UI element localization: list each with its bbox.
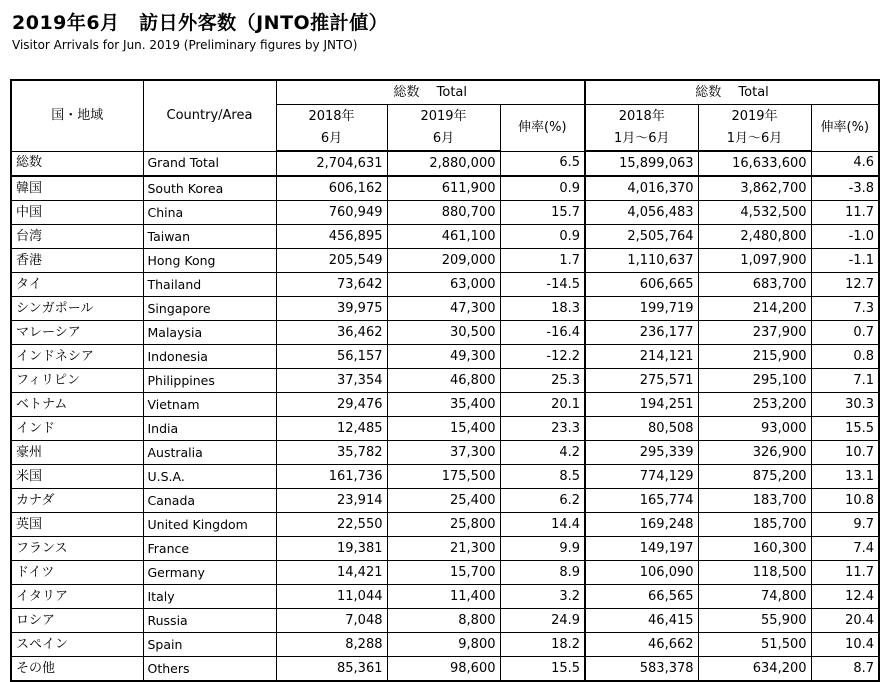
- june-2018: 29,476: [276, 393, 387, 417]
- ytd-2018: 106,090: [585, 561, 698, 585]
- country-jp: スペイン: [11, 633, 143, 657]
- june-growth: 1.7: [500, 249, 585, 273]
- ytd-2019: 1,097,900: [698, 249, 811, 273]
- ytd-2018: 165,774: [585, 489, 698, 513]
- country-jp: 米国: [11, 465, 143, 489]
- table-row: [11, 369, 879, 393]
- table-row: [11, 345, 879, 369]
- ytd-growth: 7.4: [811, 537, 879, 561]
- table-row: [11, 609, 879, 633]
- ytd-growth: 30.3: [811, 393, 879, 417]
- june-growth: 0.9: [500, 176, 585, 201]
- june-2018: 19,381: [276, 537, 387, 561]
- june-2019: 15,400: [387, 417, 500, 441]
- header-ytd-2018-year: 2018年: [585, 105, 698, 129]
- ytd-2018: 295,339: [585, 441, 698, 465]
- ytd-growth: 15.5: [811, 417, 879, 441]
- country-jp: インド: [11, 417, 143, 441]
- june-growth: 18.3: [500, 297, 585, 321]
- june-growth: 3.2: [500, 585, 585, 609]
- table-row: [11, 393, 879, 417]
- ytd-2019: 74,800: [698, 585, 811, 609]
- ytd-2018: 774,129: [585, 465, 698, 489]
- june-growth: -14.5: [500, 273, 585, 297]
- country-en: Spain: [143, 633, 276, 657]
- country-en: Russia: [143, 609, 276, 633]
- country-en: India: [143, 417, 276, 441]
- ytd-growth: 7.1: [811, 369, 879, 393]
- june-growth: 4.2: [500, 441, 585, 465]
- header-month-2019-year: 2019年: [387, 105, 500, 129]
- table-row: [11, 297, 879, 321]
- june-2019: 11,400: [387, 585, 500, 609]
- ytd-growth: 7.3: [811, 297, 879, 321]
- country-jp: カナダ: [11, 489, 143, 513]
- june-2019: 880,700: [387, 201, 500, 225]
- june-2018: 36,462: [276, 321, 387, 345]
- june-growth: 6.5: [500, 151, 585, 176]
- june-2019: 611,900: [387, 176, 500, 201]
- table-row: [11, 633, 879, 657]
- june-2018: 56,157: [276, 345, 387, 369]
- ytd-2019: 683,700: [698, 273, 811, 297]
- page-title: 2019年6月 訪日外客数（JNTO推計値）: [12, 12, 389, 34]
- ytd-growth: 20.4: [811, 609, 879, 633]
- june-2019: 63,000: [387, 273, 500, 297]
- june-2019: 35,400: [387, 393, 500, 417]
- ytd-2019: 4,532,500: [698, 201, 811, 225]
- june-2018: 2,704,631: [276, 151, 387, 176]
- country-jp: 韓国: [11, 176, 143, 201]
- table-row: [11, 537, 879, 561]
- ytd-2019: 185,700: [698, 513, 811, 537]
- june-2018: 14,421: [276, 561, 387, 585]
- table-row: [11, 151, 879, 176]
- ytd-2018: 194,251: [585, 393, 698, 417]
- ytd-2018: 149,197: [585, 537, 698, 561]
- ytd-2019: 2,480,800: [698, 225, 811, 249]
- country-jp: その他: [11, 657, 143, 682]
- june-2018: 205,549: [276, 249, 387, 273]
- country-jp: マレーシア: [11, 321, 143, 345]
- june-2019: 21,300: [387, 537, 500, 561]
- ytd-growth: -3.8: [811, 176, 879, 201]
- ytd-2019: 295,100: [698, 369, 811, 393]
- ytd-2018: 2,505,764: [585, 225, 698, 249]
- ytd-2019: 215,900: [698, 345, 811, 369]
- june-growth: 23.3: [500, 417, 585, 441]
- june-2018: 22,550: [276, 513, 387, 537]
- june-2018: 161,736: [276, 465, 387, 489]
- country-en: Thailand: [143, 273, 276, 297]
- june-2019: 209,000: [387, 249, 500, 273]
- table-row: [11, 321, 879, 345]
- june-2019: 25,400: [387, 489, 500, 513]
- country-jp: ドイツ: [11, 561, 143, 585]
- june-2019: 49,300: [387, 345, 500, 369]
- ytd-2018: 66,565: [585, 585, 698, 609]
- visitor-arrivals-table: [10, 79, 880, 682]
- june-growth: 6.2: [500, 489, 585, 513]
- ytd-2018: 15,899,063: [585, 151, 698, 176]
- june-2019: 25,800: [387, 513, 500, 537]
- june-2018: 39,975: [276, 297, 387, 321]
- june-2018: 760,949: [276, 201, 387, 225]
- june-2019: 15,700: [387, 561, 500, 585]
- june-growth: -12.2: [500, 345, 585, 369]
- header-ytd-growth: 伸率(%): [811, 105, 879, 152]
- country-jp: フィリピン: [11, 369, 143, 393]
- header-month-2018-period: 6月: [276, 128, 387, 151]
- header-ytd-2019-year: 2019年: [698, 105, 811, 129]
- country-en: Indonesia: [143, 345, 276, 369]
- june-2019: 9,800: [387, 633, 500, 657]
- ytd-2018: 4,056,483: [585, 201, 698, 225]
- header-month-2019-period: 6月: [387, 128, 500, 151]
- ytd-growth: 13.1: [811, 465, 879, 489]
- header-ytd-2019-period: 1月～6月: [698, 128, 811, 151]
- ytd-2019: 3,862,700: [698, 176, 811, 201]
- ytd-growth: 10.8: [811, 489, 879, 513]
- country-en: Others: [143, 657, 276, 682]
- ytd-growth: 10.7: [811, 441, 879, 465]
- country-jp: 中国: [11, 201, 143, 225]
- june-growth: 25.3: [500, 369, 585, 393]
- june-2018: 37,354: [276, 369, 387, 393]
- ytd-growth: -1.1: [811, 249, 879, 273]
- ytd-2019: 634,200: [698, 657, 811, 682]
- country-en: United Kingdom: [143, 513, 276, 537]
- june-2019: 8,800: [387, 609, 500, 633]
- ytd-2018: 275,571: [585, 369, 698, 393]
- ytd-growth: 0.7: [811, 321, 879, 345]
- table-row: [11, 561, 879, 585]
- ytd-growth: 0.8: [811, 345, 879, 369]
- table-row: [11, 465, 879, 489]
- table-row: [11, 273, 879, 297]
- country-jp: 豪州: [11, 441, 143, 465]
- ytd-2019: 51,500: [698, 633, 811, 657]
- ytd-2019: 875,200: [698, 465, 811, 489]
- ytd-2019: 160,300: [698, 537, 811, 561]
- june-growth: -16.4: [500, 321, 585, 345]
- country-jp: ベトナム: [11, 393, 143, 417]
- ytd-2019: 16,633,600: [698, 151, 811, 176]
- header-month-growth: 伸率(%): [500, 105, 585, 152]
- country-en: Vietnam: [143, 393, 276, 417]
- june-2018: 23,914: [276, 489, 387, 513]
- june-2018: 73,642: [276, 273, 387, 297]
- june-growth: 0.9: [500, 225, 585, 249]
- june-2018: 8,288: [276, 633, 387, 657]
- country-jp: インドネシア: [11, 345, 143, 369]
- header-country-jp: 国・地域: [11, 80, 143, 151]
- june-growth: 24.9: [500, 609, 585, 633]
- june-growth: 15.5: [500, 657, 585, 682]
- june-2019: 47,300: [387, 297, 500, 321]
- country-jp: 英国: [11, 513, 143, 537]
- country-en: Italy: [143, 585, 276, 609]
- page-subtitle: Visitor Arrivals for Jun. 2019 (Preliminary figures by JNTO): [12, 38, 358, 52]
- june-2018: 606,162: [276, 176, 387, 201]
- ytd-2019: 214,200: [698, 297, 811, 321]
- country-jp: 香港: [11, 249, 143, 273]
- country-en: U.S.A.: [143, 465, 276, 489]
- table-row: [11, 513, 879, 537]
- ytd-growth: 11.7: [811, 201, 879, 225]
- country-en: Hong Kong: [143, 249, 276, 273]
- ytd-2019: 183,700: [698, 489, 811, 513]
- header-ytd-group: 総数 Total: [585, 80, 879, 105]
- table-row: [11, 657, 879, 682]
- ytd-2018: 583,378: [585, 657, 698, 682]
- country-en: Grand Total: [143, 151, 276, 176]
- table-row: [11, 489, 879, 513]
- june-growth: 9.9: [500, 537, 585, 561]
- june-2018: 35,782: [276, 441, 387, 465]
- ytd-2018: 46,662: [585, 633, 698, 657]
- june-growth: 15.7: [500, 201, 585, 225]
- june-2019: 175,500: [387, 465, 500, 489]
- june-2018: 12,485: [276, 417, 387, 441]
- ytd-2018: 4,016,370: [585, 176, 698, 201]
- country-jp: 台湾: [11, 225, 143, 249]
- country-en: France: [143, 537, 276, 561]
- table-row: [11, 585, 879, 609]
- ytd-growth: 12.7: [811, 273, 879, 297]
- table-row: [11, 176, 879, 201]
- june-2018: 11,044: [276, 585, 387, 609]
- june-growth: 14.4: [500, 513, 585, 537]
- country-en: Taiwan: [143, 225, 276, 249]
- ytd-2019: 55,900: [698, 609, 811, 633]
- table-row: [11, 249, 879, 273]
- ytd-2019: 326,900: [698, 441, 811, 465]
- june-growth: 8.9: [500, 561, 585, 585]
- country-en: Germany: [143, 561, 276, 585]
- country-en: Australia: [143, 441, 276, 465]
- table-row: [11, 201, 879, 225]
- country-jp: シンガポール: [11, 297, 143, 321]
- ytd-2018: 80,508: [585, 417, 698, 441]
- country-en: Canada: [143, 489, 276, 513]
- ytd-2019: 118,500: [698, 561, 811, 585]
- june-2018: 85,361: [276, 657, 387, 682]
- country-en: Malaysia: [143, 321, 276, 345]
- june-2018: 456,895: [276, 225, 387, 249]
- country-en: Philippines: [143, 369, 276, 393]
- header-monthly-group: 総数 Total: [276, 80, 585, 105]
- country-jp: タイ: [11, 273, 143, 297]
- ytd-2018: 169,248: [585, 513, 698, 537]
- june-2018: 7,048: [276, 609, 387, 633]
- header-country-en: Country/Area: [143, 80, 276, 151]
- ytd-2019: 253,200: [698, 393, 811, 417]
- country-jp: イタリア: [11, 585, 143, 609]
- june-2019: 461,100: [387, 225, 500, 249]
- june-2019: 2,880,000: [387, 151, 500, 176]
- table-row: [11, 225, 879, 249]
- june-2019: 30,500: [387, 321, 500, 345]
- ytd-growth: 9.7: [811, 513, 879, 537]
- ytd-growth: 10.4: [811, 633, 879, 657]
- june-2019: 37,300: [387, 441, 500, 465]
- june-2019: 46,800: [387, 369, 500, 393]
- ytd-growth: 4.6: [811, 151, 879, 176]
- header-ytd-2018-period: 1月～6月: [585, 128, 698, 151]
- ytd-growth: -1.0: [811, 225, 879, 249]
- header-month-2018-year: 2018年: [276, 105, 387, 129]
- june-growth: 20.1: [500, 393, 585, 417]
- country-en: Singapore: [143, 297, 276, 321]
- table-row: [11, 417, 879, 441]
- country-jp: ロシア: [11, 609, 143, 633]
- ytd-2018: 199,719: [585, 297, 698, 321]
- june-growth: 18.2: [500, 633, 585, 657]
- ytd-2018: 1,110,637: [585, 249, 698, 273]
- country-jp: 総数: [11, 151, 143, 176]
- ytd-2019: 237,900: [698, 321, 811, 345]
- ytd-growth: 8.7: [811, 657, 879, 682]
- ytd-2018: 214,121: [585, 345, 698, 369]
- ytd-growth: 12.4: [811, 585, 879, 609]
- ytd-2019: 93,000: [698, 417, 811, 441]
- ytd-2018: 606,665: [585, 273, 698, 297]
- country-jp: フランス: [11, 537, 143, 561]
- ytd-2018: 46,415: [585, 609, 698, 633]
- table-row: [11, 441, 879, 465]
- country-en: South Korea: [143, 176, 276, 201]
- june-growth: 8.5: [500, 465, 585, 489]
- ytd-2018: 236,177: [585, 321, 698, 345]
- country-en: China: [143, 201, 276, 225]
- ytd-growth: 11.7: [811, 561, 879, 585]
- june-2019: 98,600: [387, 657, 500, 682]
